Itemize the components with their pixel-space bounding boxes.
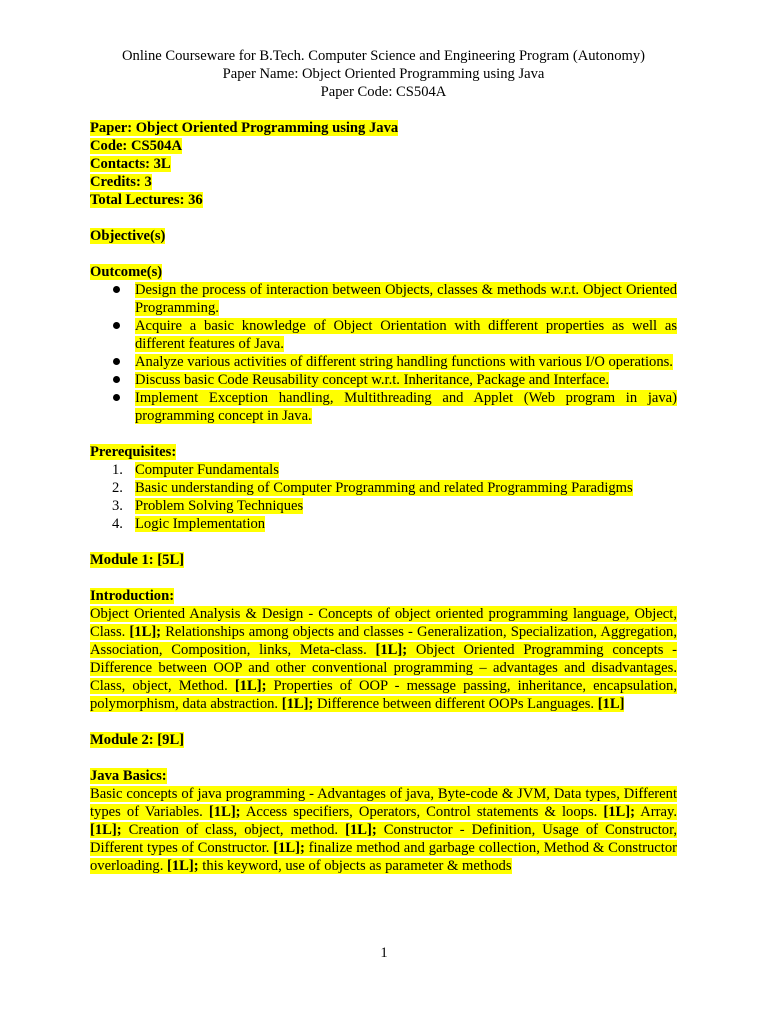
- lecture-count: [1L];: [281, 696, 314, 712]
- outcome-text: Design the process of interaction between Objects, classes & methods w.r.t. Object Oriented Programming.: [135, 282, 677, 316]
- module-text: Array.: [634, 804, 678, 820]
- lecture-count: [1L];: [167, 858, 199, 874]
- document-body: [90, 47, 677, 875]
- outcome-item: [135, 281, 677, 317]
- module-text: Difference between different OOPs Languages.: [313, 696, 598, 712]
- module-text: Basic concepts of java programming - Advantages of java, Byte-code & JVM, Data types, Different types of Variables.: [90, 786, 677, 820]
- module1-subheading: Introduction:: [90, 588, 175, 604]
- module-text: Relationships among objects and classes - Generalization, Specialization, Aggregation, Association, Composition, links, Meta-class.: [90, 624, 677, 658]
- module-text: this keyword, use of objects as parameter & methods: [198, 858, 512, 874]
- module2-subheading: Java Basics:: [90, 768, 167, 784]
- outcome-text: Acquire a basic knowledge of Object Orientation with different properties as well as different features of Java.: [135, 318, 677, 352]
- outcome-item: [135, 389, 677, 425]
- lecture-count: [1L];: [375, 642, 408, 658]
- lecture-count: [1L];: [603, 804, 635, 820]
- module1-heading: Module 1: [5L]: [90, 552, 185, 568]
- prerequisite-number: 2.: [112, 480, 123, 496]
- info-credits: Credits: 3: [90, 174, 152, 190]
- prerequisite-text: Basic understanding of Computer Programming and related Programming Paradigms: [135, 480, 633, 496]
- module1-content: [90, 605, 677, 713]
- lecture-count: [1L];: [273, 840, 305, 856]
- module-text: finalize method and garbage collection, Method & Constructor overloading.: [90, 840, 677, 874]
- lecture-count: [1L]: [597, 696, 625, 712]
- page-number: 1: [380, 945, 388, 961]
- outcome-text: Discuss basic Code Reusability concept w.r.t. Inheritance, Package and Interface.: [135, 372, 609, 388]
- prerequisite-number: 1.: [112, 462, 123, 478]
- outcome-item: [135, 353, 677, 371]
- outcome-text: Implement Exception handling, Multithreading and Applet (Web program in java) programming concept in Java.: [135, 390, 677, 424]
- header-paper-name: Paper Name: Object Oriented Programming using Java: [222, 66, 545, 82]
- info-paper: Paper: Object Oriented Programming using Java: [90, 120, 399, 136]
- module-text: Access specifiers, Operators, Control statements & loops.: [240, 804, 604, 820]
- prerequisite-number: 4.: [112, 516, 123, 532]
- prerequisites-list: [90, 461, 677, 533]
- outcome-item: [135, 317, 677, 353]
- document-header: [90, 47, 677, 101]
- info-code: Code: CS504A: [90, 138, 183, 154]
- lecture-count: [1L];: [345, 822, 377, 838]
- module2-content: [90, 785, 677, 875]
- outcome-text: Analyze various activities of different string handling functions with various I/O operations.: [135, 354, 673, 370]
- outcomes-list: [90, 281, 677, 425]
- outcomes-heading: Outcome(s): [90, 264, 163, 280]
- lecture-count: [1L];: [129, 624, 162, 640]
- module-text: Creation of class, object, method.: [121, 822, 346, 838]
- header-paper-code: Paper Code: CS504A: [320, 84, 447, 100]
- lecture-count: [1L];: [208, 804, 241, 820]
- info-contacts: Contacts: 3L: [90, 156, 171, 172]
- info-total-lectures: Total Lectures: 36: [90, 192, 203, 208]
- module-text: Object Oriented Analysis & Design - Concepts of object oriented programming language, Object, Class.: [90, 606, 677, 640]
- objectives-heading: Objective(s): [90, 228, 166, 244]
- info-block: [90, 119, 677, 209]
- prerequisite-item: [112, 461, 677, 479]
- prerequisite-text: Computer Fundamentals: [135, 462, 279, 478]
- lecture-count: [1L];: [234, 678, 267, 694]
- prerequisite-text: Logic Implementation: [135, 516, 266, 532]
- outcome-item: [135, 371, 677, 389]
- module-text: Object Oriented Programming concepts - Difference between OOP and other conventional programming – advantages and disadvantages. Class, object, Method.: [90, 642, 677, 694]
- prerequisite-text: Problem Solving Techniques: [135, 498, 304, 514]
- prerequisite-item: [112, 479, 677, 497]
- module-text: Constructor - Definition, Usage of Constructor, Different types of Constructor.: [90, 822, 677, 856]
- prerequisite-item: [112, 497, 677, 515]
- prerequisites-heading: Prerequisites:: [90, 444, 177, 460]
- header-program-line: Online Courseware for B.Tech. Computer Science and Engineering Program (Autonomy): [122, 48, 645, 64]
- prerequisite-item: [112, 515, 677, 533]
- module-text: Properties of OOP - message passing, inheritance, encapsulation, polymorphism, data abstraction.: [90, 678, 677, 712]
- prerequisite-number: 3.: [112, 498, 123, 514]
- lecture-count: [1L];: [90, 822, 122, 838]
- module2-heading: Module 2: [9L]: [90, 732, 185, 748]
